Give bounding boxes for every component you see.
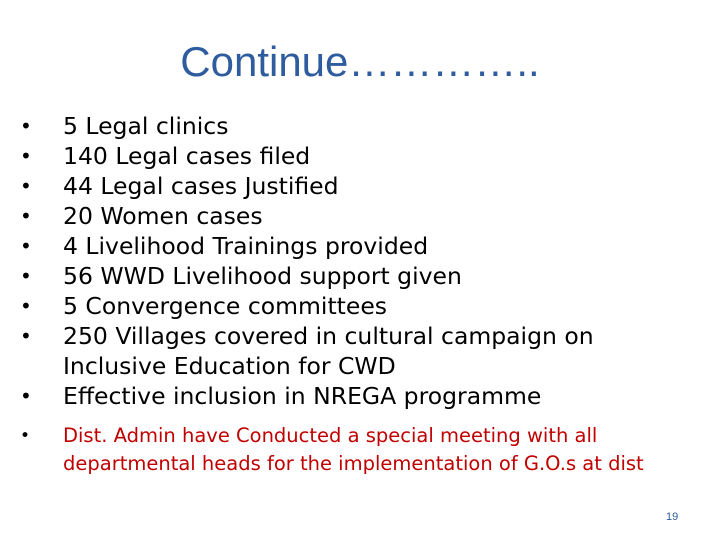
bullet-text-continuation: Inclusive Education for CWD [63,352,396,380]
bullet-item [20,321,660,381]
bullet-text: 4 Livelihood Trainings provided [63,232,429,260]
page-number: 19 [666,511,679,523]
bullet-item [20,291,660,321]
bullet-list [20,111,660,478]
bullet-item [20,141,660,171]
bullet-dot-icon: • [20,114,32,138]
bullet-text-continuation: departmental heads for the implementation of G.O.s at dist [63,452,644,475]
bullet-text: 44 Legal cases Justified [63,172,339,200]
bullet-dot-icon: • [20,174,32,198]
bullet-dot-icon: • [20,144,32,168]
bullet-item [20,231,660,261]
slide-title: Continue………….. [180,38,540,85]
bullet-item [20,111,660,141]
bullet-dot-icon: • [20,384,32,408]
bullet-dot-icon: • [20,324,32,348]
bullet-text: 140 Legal cases filed [63,142,311,170]
bullet-item-highlight [20,422,660,478]
bullet-text: 250 Villages covered in cultural campaign on [63,322,594,350]
bullet-text: Effective inclusion in NREGA programme [63,382,542,410]
bullet-dot-icon: • [20,264,32,288]
bullet-item [20,381,660,411]
bullet-item [20,261,660,291]
bullet-dot-icon: • [20,294,32,318]
bullet-text: Dist. Admin have Conducted a special meeting with all [63,424,598,447]
bullet-dot-icon: • [20,426,31,446]
bullet-text: 56 WWD Livelihood support given [63,262,462,290]
bullet-item [20,171,660,201]
bullet-item [20,201,660,231]
bullet-dot-icon: • [20,204,32,228]
bullet-text: 5 Convergence committees [63,292,388,320]
bullet-text: 5 Legal clinics [63,112,229,140]
bullet-dot-icon: • [20,234,32,258]
bullet-text: 20 Women cases [63,202,263,230]
